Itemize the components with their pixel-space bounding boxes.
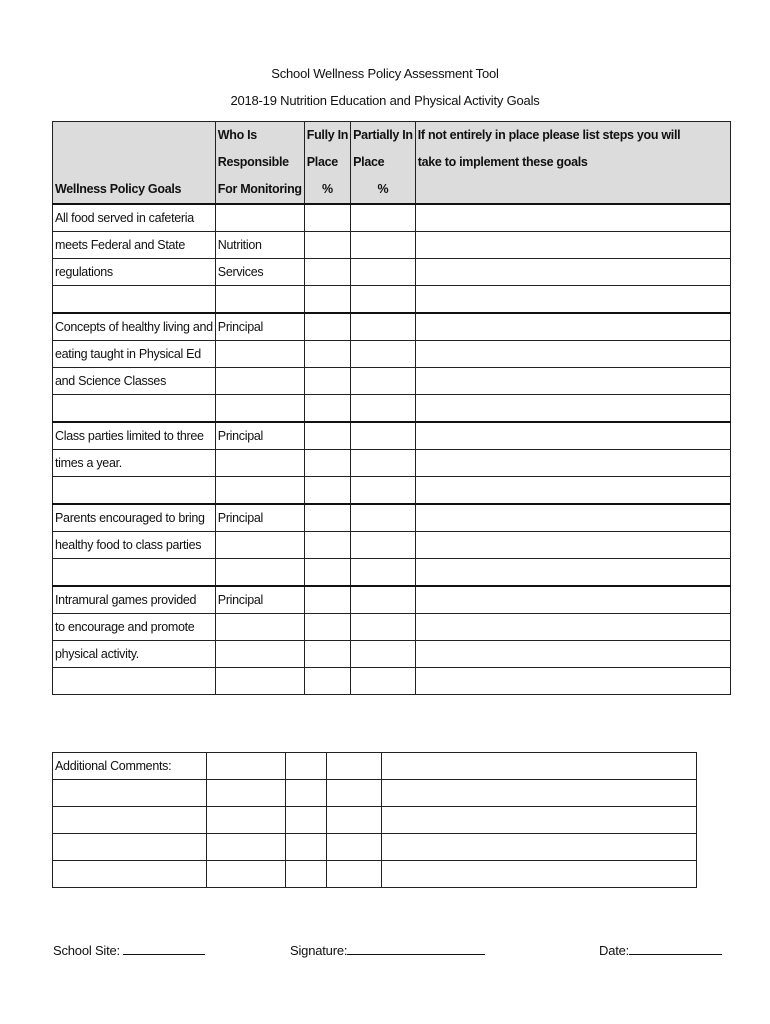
table-row	[53, 232, 731, 259]
table-cell[interactable]	[304, 286, 350, 314]
table-cell[interactable]	[207, 780, 286, 807]
comments-table	[52, 752, 697, 888]
goal-text: Concepts of healthy living and	[53, 313, 216, 341]
table-cell[interactable]	[215, 286, 304, 314]
table-cell[interactable]	[286, 807, 327, 834]
table-cell[interactable]	[53, 780, 207, 807]
table-cell[interactable]	[351, 422, 416, 450]
date-line[interactable]	[629, 940, 722, 955]
table-cell[interactable]	[304, 641, 350, 668]
table-cell[interactable]	[382, 834, 697, 861]
table-cell[interactable]	[304, 204, 350, 232]
table-cell[interactable]	[207, 861, 286, 888]
table-cell[interactable]	[351, 395, 416, 423]
table-cell[interactable]	[304, 395, 350, 423]
table-cell[interactable]	[304, 259, 350, 286]
goal-text: All food served in cafeteria	[53, 204, 216, 232]
table-cell[interactable]	[304, 450, 350, 477]
table-cell[interactable]	[351, 477, 416, 505]
table-cell[interactable]	[415, 204, 730, 232]
goal-text: eating taught in Physical Ed	[53, 341, 216, 368]
table-cell[interactable]	[415, 232, 730, 259]
header-goals: Wellness Policy Goals	[53, 122, 216, 205]
table-cell[interactable]	[351, 313, 416, 341]
responsible-cell	[215, 204, 304, 232]
table-cell[interactable]	[304, 614, 350, 641]
table-row	[53, 504, 731, 532]
table-row	[53, 807, 697, 834]
table-cell[interactable]	[215, 668, 304, 695]
responsible-cell: Services	[215, 259, 304, 286]
table-cell[interactable]	[351, 450, 416, 477]
table-cell[interactable]	[53, 286, 216, 314]
responsible-cell: Principal	[215, 422, 304, 450]
table-cell[interactable]	[415, 341, 730, 368]
table-cell[interactable]	[415, 641, 730, 668]
table-cell[interactable]	[304, 232, 350, 259]
table-row	[53, 753, 697, 780]
table-cell[interactable]	[382, 780, 697, 807]
table-cell[interactable]	[207, 807, 286, 834]
spacer-row	[53, 668, 731, 695]
form-title: School Wellness Policy Assessment Tool	[271, 66, 499, 81]
table-cell[interactable]	[415, 395, 730, 423]
table-cell[interactable]	[53, 668, 216, 695]
responsible-cell: Principal	[215, 586, 304, 614]
table-cell[interactable]	[304, 313, 350, 341]
table-cell[interactable]	[327, 834, 382, 861]
table-cell[interactable]	[304, 504, 350, 532]
date-field	[599, 940, 722, 958]
table-cell[interactable]	[382, 753, 697, 780]
goal-text: Class parties limited to three	[53, 422, 216, 450]
goal-text: to encourage and promote	[53, 614, 216, 641]
table-cell[interactable]	[53, 477, 216, 505]
date-label: Date:	[599, 943, 630, 958]
table-row	[53, 586, 731, 614]
table-cell[interactable]	[215, 477, 304, 505]
table-cell[interactable]	[415, 313, 730, 341]
table-cell[interactable]	[351, 204, 416, 232]
table-cell[interactable]	[286, 834, 327, 861]
spacer-row	[53, 286, 731, 314]
comments-label: Additional Comments:	[53, 753, 207, 780]
table-cell[interactable]	[207, 753, 286, 780]
signature-label: Signature:	[290, 943, 348, 958]
header-fully-in-place: Fully In Place %	[304, 122, 350, 205]
table-cell[interactable]	[53, 834, 207, 861]
goal-rows	[53, 204, 731, 695]
table-cell[interactable]	[415, 368, 730, 395]
responsible-cell	[215, 368, 304, 395]
table-cell[interactable]	[327, 807, 382, 834]
table-cell[interactable]	[304, 341, 350, 368]
table-cell[interactable]	[415, 504, 730, 532]
table-cell[interactable]	[304, 668, 350, 695]
table-cell[interactable]	[304, 586, 350, 614]
table-cell[interactable]	[351, 504, 416, 532]
responsible-cell: Nutrition	[215, 232, 304, 259]
table-cell[interactable]	[286, 753, 327, 780]
goal-text: regulations	[53, 259, 216, 286]
goal-text: and Science Classes	[53, 368, 216, 395]
school-site-line[interactable]	[123, 940, 205, 955]
table-cell[interactable]	[351, 286, 416, 314]
table-row	[53, 341, 731, 368]
table-cell[interactable]	[415, 614, 730, 641]
table-cell[interactable]	[382, 807, 697, 834]
table-row	[53, 204, 731, 232]
table-cell[interactable]	[327, 753, 382, 780]
table-cell[interactable]	[351, 259, 416, 286]
responsible-cell	[215, 341, 304, 368]
table-row	[53, 861, 697, 888]
table-cell[interactable]	[53, 559, 216, 587]
table-row	[53, 834, 697, 861]
goal-text: Intramural games provided	[53, 586, 216, 614]
table-row	[53, 532, 731, 559]
table-cell[interactable]	[327, 780, 382, 807]
table-cell[interactable]	[415, 422, 730, 450]
signature-line[interactable]	[347, 940, 485, 955]
table-cell[interactable]	[304, 532, 350, 559]
table-cell[interactable]	[351, 614, 416, 641]
table-cell[interactable]	[351, 668, 416, 695]
goal-text: meets Federal and State	[53, 232, 216, 259]
goal-text: physical activity.	[53, 641, 216, 668]
responsible-cell	[215, 532, 304, 559]
table-row	[53, 641, 731, 668]
header-partially-in-place: Partially In Place %	[351, 122, 416, 205]
table-cell[interactable]	[286, 861, 327, 888]
table-cell[interactable]	[415, 668, 730, 695]
table-cell[interactable]	[215, 395, 304, 423]
table-row	[53, 259, 731, 286]
table-cell[interactable]	[304, 422, 350, 450]
table-cell[interactable]	[53, 395, 216, 423]
table-cell[interactable]	[415, 586, 730, 614]
table-cell[interactable]	[415, 559, 730, 587]
table-cell[interactable]	[415, 259, 730, 286]
table-cell[interactable]	[415, 477, 730, 505]
table-cell[interactable]	[304, 559, 350, 587]
spacer-row	[53, 395, 731, 423]
table-cell[interactable]	[327, 861, 382, 888]
table-cell[interactable]	[207, 834, 286, 861]
table-cell[interactable]	[415, 532, 730, 559]
goal-text: times a year.	[53, 450, 216, 477]
form-subtitle: 2018-19 Nutrition Education and Physical Activity Goals	[230, 93, 540, 108]
table-cell[interactable]	[53, 807, 207, 834]
header-who-responsible: Who Is Responsible For Monitoring	[215, 122, 304, 205]
table-cell[interactable]	[286, 780, 327, 807]
responsible-cell: Principal	[215, 504, 304, 532]
school-site-field	[53, 940, 205, 958]
signature-field	[290, 940, 485, 958]
table-cell[interactable]	[304, 368, 350, 395]
goals-table	[52, 121, 731, 695]
table-row	[53, 422, 731, 450]
goal-text: Parents encouraged to bring	[53, 504, 216, 532]
spacer-row	[53, 477, 731, 505]
table-cell[interactable]	[351, 532, 416, 559]
responsible-cell	[215, 641, 304, 668]
table-cell[interactable]	[415, 450, 730, 477]
table-row	[53, 450, 731, 477]
table-cell[interactable]	[351, 341, 416, 368]
table-row	[53, 614, 731, 641]
table-cell[interactable]	[215, 559, 304, 587]
responsible-cell	[215, 614, 304, 641]
table-row	[53, 313, 731, 341]
goal-text: healthy food to class parties	[53, 532, 216, 559]
table-cell[interactable]	[351, 559, 416, 587]
responsible-cell	[215, 450, 304, 477]
header-steps: If not entirely in place please list steps you will take to implement these goals	[415, 122, 730, 205]
responsible-cell: Principal	[215, 313, 304, 341]
table-cell[interactable]	[53, 861, 207, 888]
table-cell[interactable]	[304, 477, 350, 505]
table-cell[interactable]	[351, 641, 416, 668]
table-row	[53, 368, 731, 395]
table-header-row	[53, 122, 731, 205]
table-cell[interactable]	[382, 861, 697, 888]
table-cell[interactable]	[351, 232, 416, 259]
spacer-row	[53, 559, 731, 587]
table-cell[interactable]	[351, 586, 416, 614]
table-cell[interactable]	[351, 368, 416, 395]
table-cell[interactable]	[415, 286, 730, 314]
school-site-label: School Site:	[53, 943, 120, 958]
table-row	[53, 780, 697, 807]
